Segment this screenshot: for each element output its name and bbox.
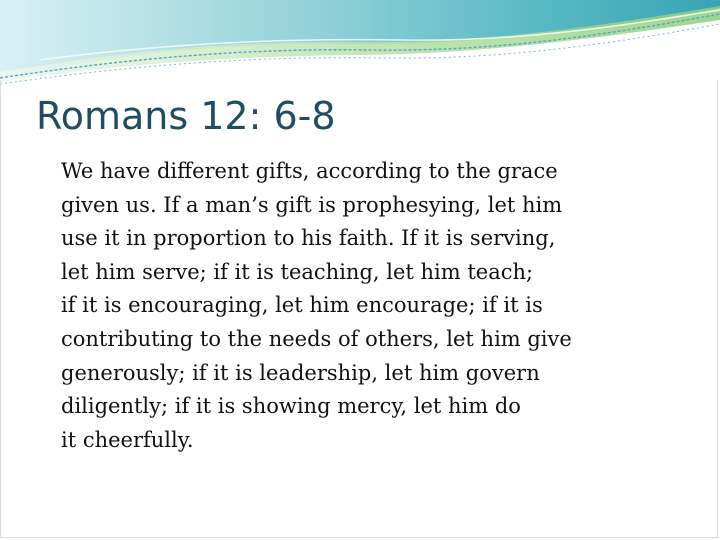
verse-line: We have different gifts, according to the grace	[61, 159, 558, 183]
verse-line: generously; if it is leadership, let him govern	[61, 360, 540, 385]
verse-line: it cheerfully.	[61, 427, 194, 452]
slide-title: Romans 12: 6-8	[36, 94, 336, 138]
verse-line: if it is encouraging, let him encourage; if it is	[61, 293, 543, 318]
verse-line: given us. If a man’s gift is prophesying, let him	[61, 192, 563, 217]
verse-line: contributing to the needs of others, let him give	[61, 326, 572, 351]
verse-body	[61, 155, 701, 457]
verse-line: use it in proportion to his faith. If it is serving,	[61, 226, 556, 251]
verse-line: let him serve; if it is teaching, let him teach;	[61, 259, 534, 284]
decorative-wave-header	[0, 0, 720, 90]
verse-line: diligently; if it is showing mercy, let him do	[61, 394, 521, 419]
